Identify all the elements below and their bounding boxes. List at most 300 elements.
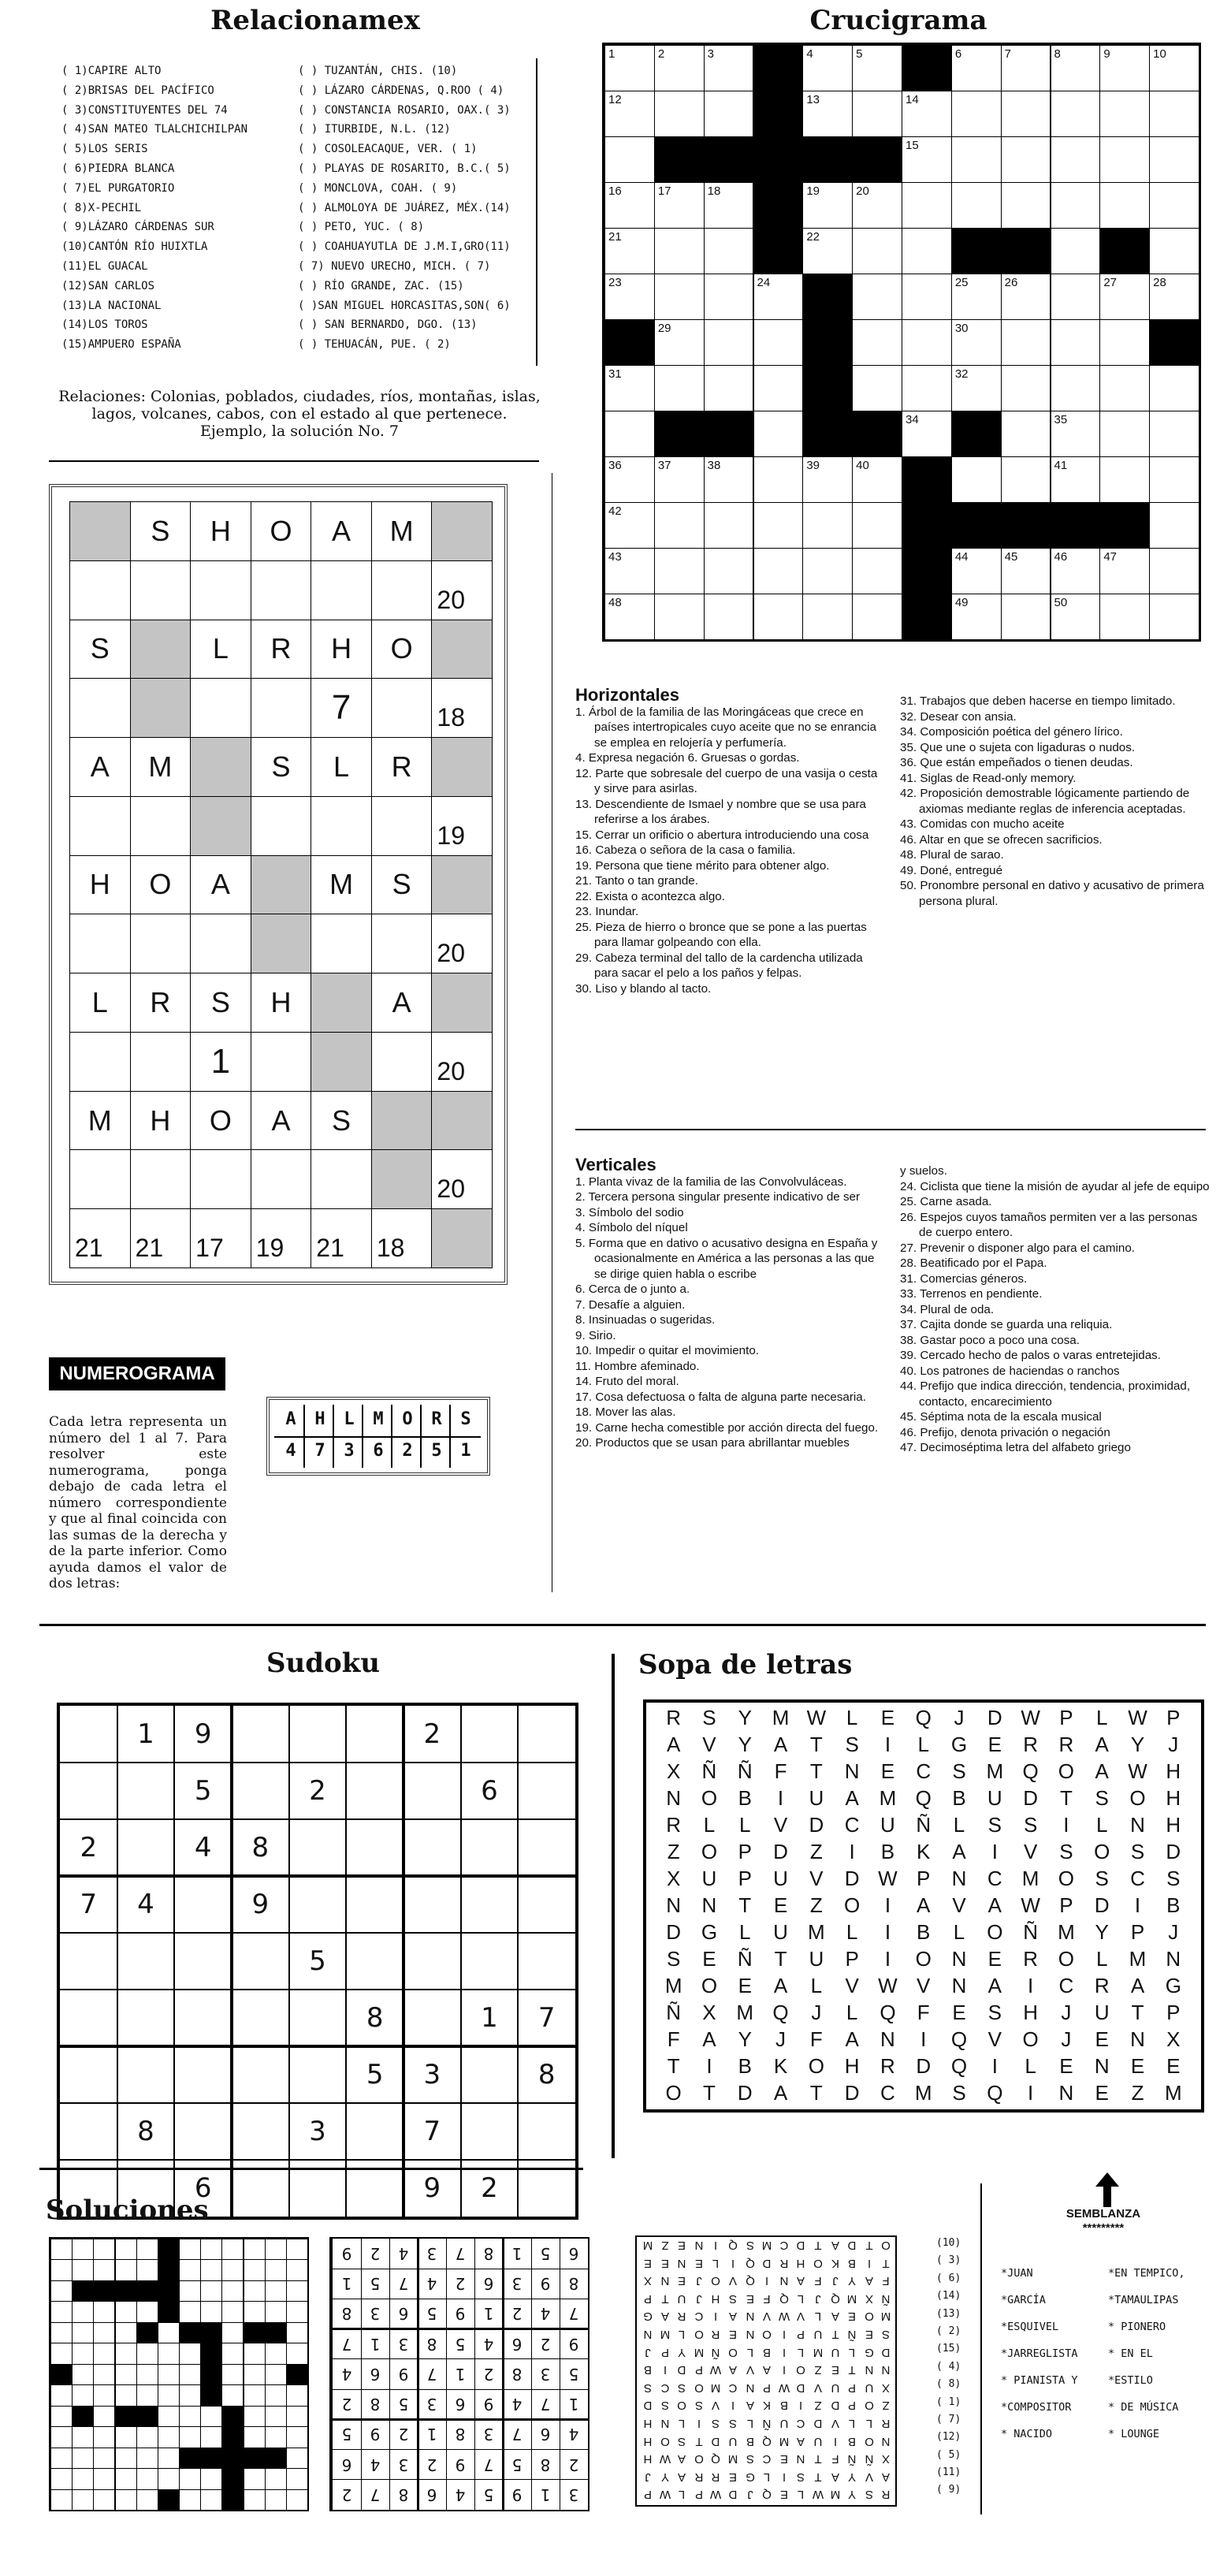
word-search-letter: F	[809, 2027, 823, 2051]
sudoku-cell	[174, 1876, 232, 1933]
crossword-cell	[902, 274, 952, 320]
word-search-letter: P	[917, 1867, 931, 1890]
word-search-letter: I	[1028, 1974, 1034, 1997]
solution-crossword-cell	[179, 2364, 201, 2385]
crossword-cell	[852, 182, 902, 229]
sudoku-cell	[174, 2046, 232, 2103]
relacionamex-row	[61, 315, 550, 335]
solution-crossword-cell	[158, 2322, 180, 2343]
word-search-letter: F	[667, 2027, 680, 2051]
solution-crossword-cell	[244, 2384, 266, 2406]
clue-item: 45. Séptima nota de la escala musical	[900, 1410, 1102, 1424]
sudoku-cell: 8	[251, 1832, 270, 1863]
clue-item: 49. Doné, entregué	[900, 863, 1003, 877]
solution-sudoku-cell: 8	[370, 2395, 381, 2414]
solution-sudoku-cell: 9	[341, 2244, 352, 2264]
word-search-letter: R	[1023, 1947, 1038, 1971]
solution-word-search-letter: H	[643, 2417, 653, 2430]
word-search-letter: V	[702, 1733, 716, 1756]
crossword-cell	[654, 274, 705, 320]
solution-crossword-cell	[265, 2301, 287, 2322]
word-search-letter: Q	[950, 2054, 968, 2078]
crossword-cell	[753, 594, 804, 640]
clue-item: 14. Fruto del moral.	[575, 1375, 679, 1388]
solution-crossword-cell	[50, 2301, 73, 2322]
solution-crossword-black-cell	[200, 2384, 222, 2406]
relacionamex-item: (10)CANTÓN RÍO HUIXTLA	[61, 240, 208, 254]
clue-item: 39. Cercado hecho de palos o varas entretejidas.	[900, 1349, 1161, 1362]
solution-word-search-letter: P	[694, 2488, 703, 2502]
crossword-black-cell	[802, 274, 853, 320]
solution-word-search-letter: N	[881, 2434, 891, 2448]
sudoku-grid	[57, 1703, 578, 2220]
crossword-clue-number: 5	[856, 47, 863, 61]
solution-relacionamex-number: (12)	[936, 2431, 961, 2444]
solution-crossword-cell	[158, 2406, 180, 2427]
solution-crossword-cell	[93, 2384, 115, 2406]
horizontales-col1	[575, 687, 887, 996]
crossword-cell	[1149, 228, 1199, 274]
crossword-black-cell	[1099, 502, 1150, 549]
word-search-letter: A	[773, 2081, 788, 2105]
numerograma-cell: R	[251, 620, 312, 679]
solution-sudoku-cell: 2	[483, 2364, 494, 2384]
solution-word-search-letter: W	[778, 2381, 790, 2395]
solution-relacionamex-number: ( 9)	[936, 2484, 961, 2496]
solution-crossword-cell	[179, 2384, 201, 2406]
word-search-letter: A	[1095, 1733, 1109, 1756]
solution-crossword-cell	[136, 2343, 158, 2364]
solution-word-search-letter: Ñ	[865, 2452, 874, 2466]
word-search-letter: I	[884, 1893, 891, 1917]
solution-word-search-letter: M	[779, 2434, 790, 2448]
solution-word-search-letter: D	[711, 2434, 720, 2448]
clue-item: 41. Siglas de Read-only memory.	[900, 771, 1077, 785]
word-search-letter: X	[666, 1759, 681, 1783]
solution-word-search-letter: Ñ	[847, 2328, 857, 2341]
numerograma-instructions: Cada letra representa un número del 1 al 7. Para resolver este numerograma, ponga debajo de cada letra el número correspondiente y que al final coincida con las sumas de la derecha y de la parte inferior. Como ayuda damos el valor de dos letras:	[49, 1414, 227, 1591]
solution-crossword-black-cell	[158, 2489, 180, 2511]
word-search-letter: E	[987, 1947, 1002, 1971]
clue-item: 1. Planta vivaz de la familia de las Convolvuláceas.	[575, 1174, 847, 1189]
solution-crossword-cell	[115, 2468, 137, 2489]
section-divider	[575, 1129, 1206, 1130]
solution-sudoku-cell: 7	[370, 2485, 381, 2504]
crossword-cell	[802, 456, 853, 503]
crossword-cell	[1099, 182, 1150, 229]
crossword-black-cell	[1001, 502, 1051, 549]
word-search-letter: L	[846, 1920, 858, 1944]
word-search-row	[656, 1893, 1191, 1918]
key-divider	[274, 1436, 481, 1438]
crossword-cell	[1149, 45, 1199, 91]
word-search-letter: F	[917, 2001, 930, 2024]
solution-crossword-cell	[50, 2406, 73, 2427]
crossword-cell	[902, 411, 952, 457]
numerograma-cell: O	[190, 1091, 251, 1151]
solution-crossword-cell	[265, 2343, 287, 2364]
word-search-letter: B	[952, 1786, 966, 1810]
sudoku-cell	[461, 2046, 519, 2103]
solution-crossword-cell	[179, 2301, 201, 2322]
solution-word-search-letter: U	[813, 2434, 823, 2448]
solution-sudoku-cell: 8	[426, 2334, 437, 2354]
crossword-cell	[1099, 456, 1150, 503]
clue-item: 43. Comidas con mucho aceite	[900, 817, 1065, 831]
solution-word-search-letter: E	[831, 2363, 839, 2377]
word-search-letter: A	[1130, 1974, 1145, 1997]
solution-word-search-letter: T	[882, 2256, 890, 2270]
clue-item: 42. Proposición demostrable lógicamente partiendo de axiomas mediante reglas de inferencia aceptadas.	[900, 787, 1190, 816]
word-search-letter: I	[1134, 1893, 1141, 1917]
crossword-cell	[852, 365, 902, 411]
sudoku-cell: 8	[537, 2059, 556, 2090]
solution-word-search-letter: Y	[848, 2470, 857, 2484]
solution-word-search-letter: R	[779, 2256, 789, 2270]
solution-word-search-letter: D	[813, 2417, 823, 2430]
word-search-letter: F	[774, 1759, 787, 1783]
clue-item: 8. Insinuadas o sugeridas.	[575, 1313, 716, 1327]
crossword-cell	[852, 319, 902, 366]
solution-word-search-letter: B	[779, 2399, 788, 2413]
sudoku-cell	[117, 1819, 175, 1876]
relacionamex-item: ( 5)LOS SERIS	[61, 143, 148, 156]
word-search-letter: E	[1130, 2054, 1145, 2078]
numerograma-sum-cell: 19	[431, 796, 493, 856]
crossword-clue-number: 32	[954, 367, 969, 381]
solution-crossword-cell	[136, 2448, 158, 2469]
solution-word-search-letter: S	[712, 2417, 720, 2430]
clue-item: 25. Pieza de hierro o bronce que se pone a las puertas para llamar golpeando con ella.	[575, 920, 867, 949]
solution-crossword-cell	[265, 2280, 287, 2302]
solution-crossword-cell	[158, 2384, 180, 2406]
crossword-clue-number: 12	[608, 93, 622, 106]
solution-crossword-cell	[72, 2489, 94, 2511]
solution-crossword-cell	[265, 2468, 287, 2489]
solution-crossword-black-cell	[244, 2448, 266, 2469]
solution-sudoku-cell: 3	[483, 2425, 494, 2444]
solution-word-search-letter: I	[663, 2363, 667, 2377]
crossword-cell	[704, 548, 754, 594]
solution-word-search-letter: E	[865, 2328, 873, 2341]
solution-word-search-letter: I	[731, 2256, 735, 2270]
sudoku-cell	[461, 1933, 519, 1990]
sudoku-cell: 4	[137, 1889, 154, 1920]
crossword-clue-number: 14	[906, 93, 919, 106]
word-search-letter: V	[809, 1867, 824, 1890]
word-search-letter: Ñ	[737, 1947, 753, 1971]
solution-crossword-black-cell	[136, 2322, 158, 2343]
numerograma-shaded-cell	[371, 1149, 433, 1209]
relacionamex-item: (14)LOS TOROS	[61, 318, 148, 332]
clue-item: 11. Hombre afeminado.	[575, 1359, 700, 1373]
solution-word-search-letter: X	[644, 2274, 653, 2288]
crossword-black-cell	[951, 228, 1002, 274]
sudoku-cell	[289, 1876, 347, 1933]
clue-item: 37. Cajita donde se guarda una reliquia.	[900, 1318, 1113, 1331]
crossword-cell	[1051, 91, 1101, 137]
numerograma-cell	[251, 1032, 312, 1092]
numerograma-sum-cell: 21	[69, 1208, 131, 1268]
solution-sudoku-gridline	[333, 2389, 588, 2390]
word-search-letter: P	[1059, 1893, 1073, 1917]
solution-word-search-letter: Q	[728, 2239, 738, 2252]
solution-sudoku-cell: 9	[398, 2364, 409, 2384]
word-search-letter: L	[953, 1920, 965, 1944]
crossword-cell	[802, 594, 853, 640]
solution-crossword-cell	[179, 2280, 201, 2302]
clue-item: 15. Cerrar un orificio o abertura introduciendo una cosa	[575, 828, 869, 842]
solution-crossword-cell	[179, 2406, 201, 2427]
sudoku-cell: 8	[366, 2002, 384, 2034]
word-search-row	[656, 2027, 1191, 2052]
solution-relacionamex-number: (15)	[936, 2343, 961, 2355]
solution-word-search-letter: E	[848, 2310, 857, 2324]
solution-word-search-letter: G	[643, 2310, 653, 2324]
word-search-letter: D	[809, 1813, 824, 1837]
word-search-letter: I	[991, 1840, 998, 1863]
word-search-row	[656, 1920, 1191, 1945]
word-search-row	[656, 2054, 1191, 2079]
solution-word-search-letter: P	[660, 2345, 669, 2359]
word-search-letter: L	[810, 1974, 823, 1997]
numerograma-shaded-cell	[431, 855, 493, 915]
word-search-letter: W	[1128, 1706, 1147, 1729]
solution-crossword	[49, 2237, 309, 2511]
clue-item: 23. Inundar.	[575, 905, 639, 918]
solution-sudoku-cell: 2	[568, 2455, 579, 2474]
crossword-cell	[1051, 45, 1101, 91]
solution-sudoku-cell: 5	[426, 2304, 437, 2324]
solution-word-search-letter: A	[797, 2274, 805, 2288]
numerograma-shaded-cell	[431, 1091, 493, 1151]
solution-word-search-letter: K	[831, 2256, 839, 2270]
numerograma-key	[266, 1397, 490, 1476]
solution-crossword-cell	[200, 2489, 222, 2511]
crossword-cell	[1051, 411, 1101, 457]
solution-word-search-letter: O	[694, 2452, 704, 2466]
crossword-cell	[753, 411, 804, 457]
crossword-cell	[654, 548, 705, 594]
solution-word-search-letter: L	[679, 2488, 686, 2502]
solution-relacionamex-number: (14)	[936, 2290, 961, 2302]
sudoku-cell	[461, 1876, 519, 1933]
numerograma-cell	[371, 796, 433, 856]
solution-crossword-cell	[286, 2343, 308, 2364]
crossword-cell	[1149, 182, 1199, 229]
solution-crossword-black-cell	[72, 2406, 94, 2427]
solution-crossword-cell	[200, 2406, 222, 2427]
relacionamex-list	[61, 61, 550, 355]
solution-word-search-letter: T	[865, 2239, 873, 2252]
solution-crossword-cell	[265, 2406, 287, 2427]
relacionamex-match: ( ) PETO, YUC. ( 8)	[298, 221, 425, 234]
solution-word-search-letter: L	[712, 2256, 720, 2270]
crossword-clue-number: 7	[1004, 47, 1011, 61]
crossword-cell	[951, 548, 1002, 594]
numerograma-cell: L	[311, 737, 372, 797]
word-search-letter: N	[951, 1947, 967, 1971]
sudoku-cell	[117, 2046, 175, 2103]
solution-word-search-letter: E	[779, 2452, 788, 2466]
crossword-black-cell	[1099, 228, 1150, 274]
solution-word-search-letter: I	[782, 2328, 786, 2341]
crossword-cell	[951, 274, 1002, 320]
numerograma-shaded-cell	[251, 855, 312, 915]
clue-item: 24. Ciclista que tiene la misión de ayudar al jefe de equipo	[900, 1179, 1210, 1193]
word-search-letter: W	[1021, 1893, 1040, 1917]
crossword-cell	[852, 274, 902, 320]
crossword-cell	[704, 274, 754, 320]
numerograma-cell: 7	[311, 678, 372, 738]
solution-crossword-cell	[286, 2426, 308, 2448]
solution-word-search-letter: V	[814, 2381, 823, 2395]
crossword-cell	[604, 456, 655, 503]
clue-item: 28. Beatificado por el Papa.	[900, 1256, 1047, 1270]
sudoku-cell	[60, 2103, 117, 2160]
crossword-cell	[1099, 274, 1150, 320]
relacionamex-column-rule	[536, 58, 537, 366]
crossword-cell	[1051, 182, 1101, 229]
word-search-letter: J	[1168, 1920, 1179, 1944]
solution-sudoku-cell: 2	[341, 2395, 352, 2414]
word-search-letter: Z	[1131, 2081, 1144, 2105]
solution-word-search-letter: I	[697, 2417, 701, 2430]
semblanza-word: *COMPOSITOR	[1001, 2401, 1072, 2414]
solution-word-search-letter: L	[849, 2417, 856, 2430]
clue-item: 30. Liso y blando al tacto.	[575, 981, 712, 996]
numerograma-shaded-cell	[431, 973, 493, 1033]
numerograma-shaded-cell	[431, 737, 493, 797]
solution-sudoku-cell: 6	[483, 2274, 494, 2294]
crossword-black-cell	[1001, 228, 1051, 274]
solution-word-search-letter: V	[763, 2310, 772, 2324]
word-search-letter: U	[987, 1786, 1002, 1810]
crossword-cell	[604, 45, 655, 91]
solution-sudoku-cell: 6	[568, 2244, 579, 2264]
solution-word-search-letter: X	[865, 2291, 873, 2306]
numerograma-cell	[311, 796, 372, 856]
solution-word-search-letter: D	[796, 2239, 805, 2252]
solution-word-search-letter: D	[762, 2256, 772, 2270]
crossword-cell	[604, 502, 655, 549]
sudoku-cell	[289, 2046, 347, 2103]
numerograma-sum-cell: 20	[431, 1149, 493, 1209]
solution-word-search-letter: C	[660, 2381, 670, 2395]
word-search-letter: C	[916, 1759, 932, 1783]
solution-word-search-letter: N	[865, 2363, 874, 2377]
solution-relacionamex-number: ( 4)	[936, 2360, 961, 2373]
word-search-letter: E	[1095, 2081, 1109, 2105]
crossword-cell	[753, 456, 804, 503]
word-search-row	[656, 1706, 1191, 1730]
sudoku-cell	[117, 1990, 175, 2046]
sudoku-cell	[117, 1933, 175, 1990]
numerograma-shaded-cell	[311, 973, 372, 1033]
clue-item: 6. Cerca de o junto a.	[575, 1282, 690, 1296]
solution-word-search-letter: F	[763, 2291, 771, 2306]
crossword-clue-number: 47	[1103, 550, 1118, 564]
crossword-cell	[1099, 319, 1150, 366]
solution-crossword-black-cell	[265, 2322, 287, 2343]
solution-sudoku-cell: 4	[511, 2395, 523, 2414]
numerograma-cell	[371, 678, 433, 738]
crossword-cell	[1149, 411, 1199, 457]
crossword-cell	[852, 91, 902, 137]
solution-crossword-cell	[244, 2343, 266, 2364]
sudoku-cell: 4	[194, 1832, 212, 1863]
clue-item: 5. Forma que en dativo o acusativo designa en España y ocasionalmente en América a las personas a las que se dirige quien habla o escribe	[575, 1236, 878, 1281]
crossword-cell	[753, 548, 804, 594]
numerograma-cell: S	[371, 855, 433, 915]
verticales-col2	[900, 1163, 1211, 1456]
word-search-letter: Q	[772, 2001, 789, 2024]
solution-crossword-cell	[50, 2259, 73, 2280]
sudoku-gridline	[517, 1706, 519, 2217]
numerograma-cell	[69, 1032, 131, 1092]
sudoku-cell: 5	[366, 2059, 384, 2090]
relacionamex-match: ( ) TEHUACÁN, PUE. ( 2)	[298, 338, 451, 352]
relacionamex-example: Ejemplo, la solución No. 7	[199, 423, 400, 440]
relacionamex-item: (12)SAN CARLOS	[61, 279, 155, 292]
word-search-letter: M	[986, 1759, 1004, 1783]
numerograma-cell	[130, 1032, 192, 1092]
semblanza-word: *TAMAULIPAS	[1108, 2294, 1179, 2306]
relacionamex-item: ( 9)LÁZARO CÁRDENAS SUR	[61, 221, 214, 234]
solution-word-search-letter: Z	[661, 2239, 669, 2252]
crossword-clue-number: 20	[856, 184, 869, 198]
crossword-cell	[1099, 45, 1150, 91]
crossword-black-cell	[902, 45, 952, 91]
crossword-black-cell	[1051, 502, 1101, 549]
crossword-black-cell	[802, 319, 853, 366]
clue-item: 19. Persona que tiene mérito para obtener algo.	[575, 858, 830, 873]
clue-item: 16. Cabeza o señora de la casa o familia.	[575, 843, 796, 857]
numerograma-cell: R	[371, 737, 433, 797]
crossword-black-cell	[1149, 319, 1199, 366]
solution-sudoku-cell: 9	[483, 2395, 494, 2414]
crossword-clue-number: 28	[1153, 276, 1166, 289]
sudoku-gridline	[402, 1706, 405, 2217]
word-search-letter: O	[665, 2081, 682, 2105]
solution-crossword-cell	[286, 2468, 308, 2489]
word-search-letter: H	[1166, 1759, 1181, 1783]
crossword-cell	[1051, 136, 1101, 183]
solution-crossword-cell	[286, 2280, 308, 2302]
solution-word-search-letter: P	[848, 2381, 857, 2395]
solution-sudoku-cell: 1	[568, 2395, 579, 2414]
solution-sudoku-cell: 4	[426, 2274, 437, 2294]
solution-sudoku-cell: 6	[511, 2334, 523, 2354]
sudoku-title: Sudoku	[266, 1647, 380, 1679]
numerograma-shaded-cell	[431, 1208, 493, 1268]
word-search-letter: W	[1128, 1759, 1147, 1783]
column-divider	[612, 1654, 615, 2158]
numerograma-cell: A	[190, 855, 251, 915]
crossword-cell	[704, 456, 754, 503]
solution-word-search-letter: N	[881, 2363, 891, 2377]
solution-sudoku-cell: 8	[483, 2244, 494, 2264]
solution-word-search-letter: S	[882, 2328, 891, 2341]
solution-crossword-cell	[221, 2301, 244, 2322]
solution-relacionamex-number: ( 7)	[936, 2413, 961, 2425]
numerograma-cell	[251, 560, 312, 620]
solution-crossword-cell	[72, 2259, 94, 2280]
word-search-letter: J	[775, 2027, 787, 2051]
solution-word-search-letter: M	[846, 2291, 857, 2306]
crossword-cell	[654, 182, 705, 229]
solution-crossword-cell	[200, 2426, 222, 2448]
